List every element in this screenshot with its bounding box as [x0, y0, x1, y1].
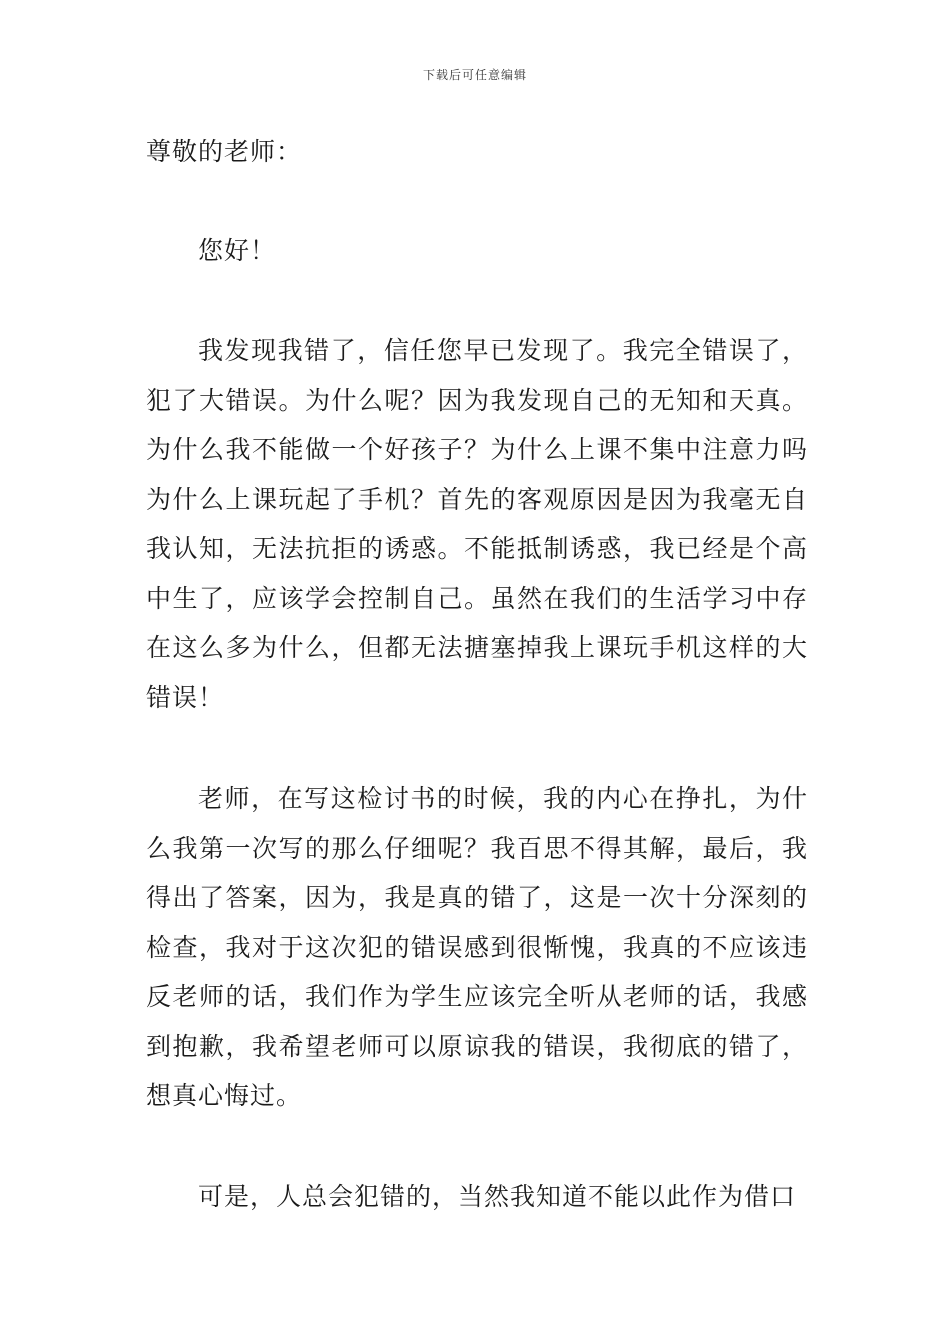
letter-paragraph-2: 老师，在写这检讨书的时候，我的内心在挣扎，为什么我第一次写的那么仔细呢？我百思不得其解，最后，我得出了答案，因为，我是真的错了，这是一次十分深刻的检查，我对于这次犯的错误感到很惭愧，我真的不应该违反老师的话，我们作为学生应该完全听从老师的话，我感到抱歉，我希望老师可以原谅我的错误，我彻底的错了，想真心悔过。: [146, 784, 808, 1110]
letter-paragraph-3: 可是，人总会犯错的，当然我知道不能以此作为借口: [198, 1182, 797, 1211]
letter-salutation: 尊敬的老师：: [146, 137, 303, 166]
page-header-note: 下载后可任意编辑: [422, 68, 527, 82]
letter-greeting: 您好！: [198, 236, 277, 265]
letter-paragraph-1: 我发现我错了，信任您早已发现了。我完全错误了，犯了大错误。为什么呢？因为我发现自己的无知和天真。为什么我不能做一个好孩子？为什么上课不集中注意力吗为什么上课玩起了手机？首先的客观原因是因为我毫无自我认知，无法抗拒的诱惑。不能抵制诱惑，我已经是个高中生了，应该学会控制自己。虽然在我们的生活学习中存在这么多为什么，但都无法搪塞掉我上课玩手机这样的大错误！: [146, 336, 808, 712]
